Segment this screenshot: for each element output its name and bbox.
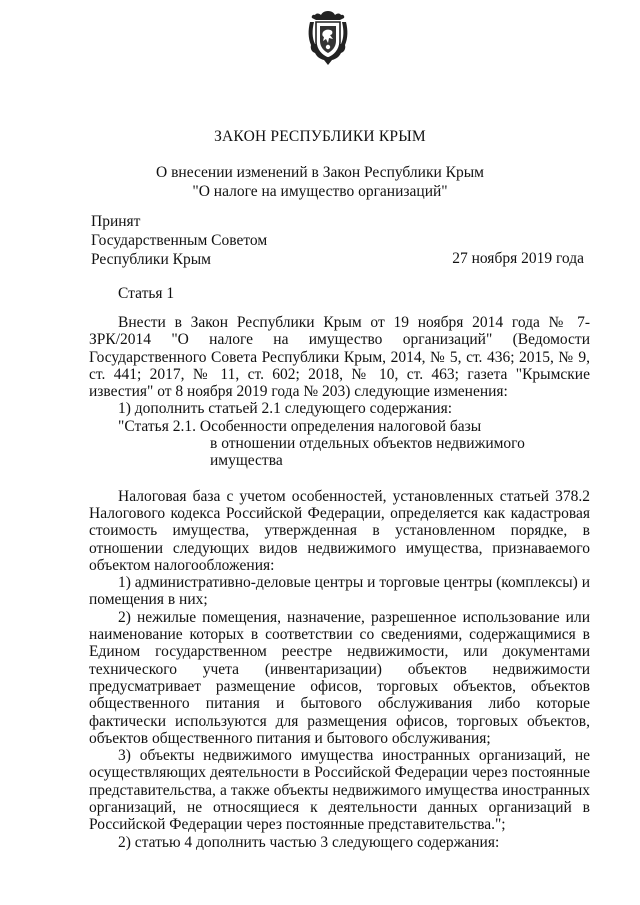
adoption-date: 27 ноября 2019 года	[452, 250, 584, 267]
adoption-line-3: Республики Крым	[91, 251, 211, 268]
document-body	[89, 314, 590, 851]
article-heading: Статья 1	[118, 285, 175, 302]
paragraph-list-3: 3) объекты недвижимого имущества иностранных организаций, не осуществляющих деятельности в Российской Федерации через постоянные представительства, а также объекты недвижимого имущества иностранных организаций, не относящиеся к деятельности данных организаций в Российской Федерации через постоянные представительства.";	[89, 747, 590, 834]
paragraph-item-2: 2) статью 4 дополнить частью 3 следующего содержания:	[118, 833, 500, 851]
adoption-line-1: Принят	[91, 213, 141, 230]
crimea-coat-of-arms-icon	[306, 8, 350, 68]
paragraph-item-1: 1) дополнить статьей 2.1 следующего содержания:	[118, 400, 452, 418]
paragraph-article-2-1-title: "Статья 2.1. Особенности определения налоговой базы	[118, 417, 482, 435]
document-title: ЗАКОН РЕСПУБЛИКИ КРЫМ	[214, 128, 426, 145]
paragraph-list-1: 1) административно-деловые центры и торговые центры (комплексы) и помещения в них;	[89, 574, 590, 609]
subtitle-line-2: "О налоге на имущество организаций"	[192, 183, 448, 200]
adoption-line-2: Государственным Советом	[91, 232, 268, 249]
subtitle-line-1: О внесении изменений в Закон Республики Крым	[156, 164, 484, 181]
paragraph-amendment-intro: Внести в Закон Республики Крым от 19 ноября 2014 года № 7-ЗРК/2014 "О налоге на имущество организаций" (Ведомости Государственного Совета Республики Крым, 2014, № 5, ст. 436; 2015, № 9, ст. 441; 2017, № 11, ст. 602; 2018, № 10, ст. 463; газета "Крымские известия" от 8 ноября 2019 года № 203) следующие изменения:	[89, 314, 590, 401]
paragraph-list-2: 2) нежилые помещения, назначение, разрешенное использование или наименование которых в соответствии со сведениями, содержащимися в Едином государственном реестре недвижимости, или документами технического учета (инвентаризации) объектов недвижимости предусматривает размещение офисов, торговых объектов, объектов общественного питания и бытового обслуживания либо которые фактически используются для размещения офисов, торговых объектов, объектов общественного питания и бытового обслуживания;	[89, 608, 590, 747]
paragraph-article-2-1-title-cont: в отношении отдельных объектов недвижимого имущества	[210, 435, 525, 470]
document-subtitle	[0, 163, 640, 201]
spacer	[89, 470, 590, 488]
paragraph-tax-base: Налоговая база с учетом особенностей, установленных статьей 378.2 Налогового кодекса Российской Федерации, определяется как кадастровая стоимость имущества, утвержденная в установленном порядке, в отношении следующих видов недвижимого имущества, признаваемого объектом налогообложения:	[89, 487, 590, 574]
adoption-block	[91, 212, 267, 269]
